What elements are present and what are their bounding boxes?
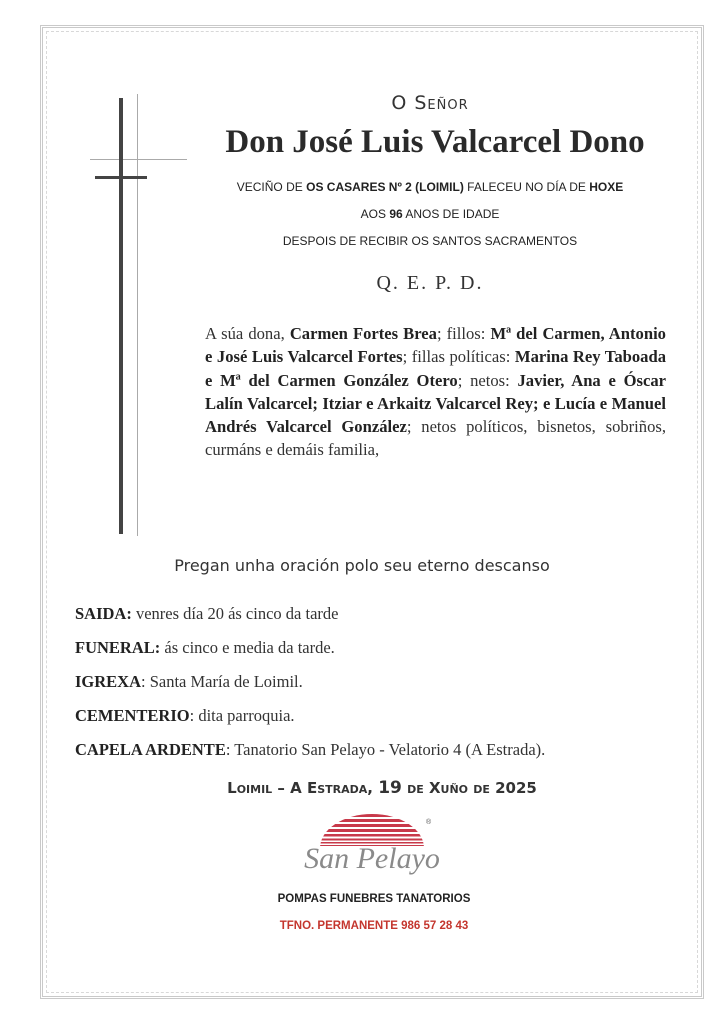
qepd: Q. E. P. D. bbox=[376, 272, 484, 294]
san-pelayo-logo bbox=[300, 810, 445, 895]
prayer-request: Pregan unha oración polo seu eterno descanso bbox=[174, 556, 550, 575]
registered-mark: ® bbox=[426, 819, 432, 826]
place-date: Loimil – A Estrada, 19 de Xuño de 2025 bbox=[227, 778, 537, 798]
company-name: POMPAS FUNEBRES TANATORIOS bbox=[277, 893, 471, 905]
detail-funeral: FUNERAL: ás cinco e media da tarde. bbox=[75, 638, 335, 657]
age-line: AOS 96 ANOS DE IDADE bbox=[360, 207, 500, 221]
deceased-name: Don José Luis Valcarcel Dono bbox=[225, 124, 645, 160]
detail-saida: SAIDA: venres día 20 ás cinco da tarde bbox=[75, 604, 339, 623]
sacraments-line: DESPOIS DE RECIBIR OS SANTOS SACRAMENTOS bbox=[282, 234, 578, 248]
detail-igrexa: IGREXA: Santa María de Loimil. bbox=[75, 672, 303, 691]
detail-cementerio: CEMENTERIO: dita parroquia. bbox=[75, 706, 295, 725]
family-paragraph: A súa dona, Carmen Fortes Brea; fillos: Mª del Carmen, Antonio e José Luis Valcarcel Fortes; fillas políticas: Marina Rey Taboada e Mª del Carmen González Otero; netos: Javier, Ana e Óscar Lalín Valcarcel; Itziar e Arkaitz Valcarcel Rey; e Lucía e Manuel Andrés Valcarcel González; netos políticos, bisnetos, sobriños, curmáns e demáis familia, bbox=[205, 324, 667, 460]
phone-number: TFNO. PERMANENTE 986 57 28 43 bbox=[279, 920, 469, 932]
title-prefix: O Señor bbox=[391, 92, 469, 114]
residence-line: VECIÑO DE OS CASARES Nº 2 (LOIMIL) FALECEU NO DÍA DE HOXE bbox=[236, 180, 624, 194]
logo-text: San Pelayo bbox=[304, 842, 440, 875]
detail-capela: CAPELA ARDENTE: Tanatorio San Pelayo - Velatorio 4 (A Estrada). bbox=[75, 740, 546, 759]
